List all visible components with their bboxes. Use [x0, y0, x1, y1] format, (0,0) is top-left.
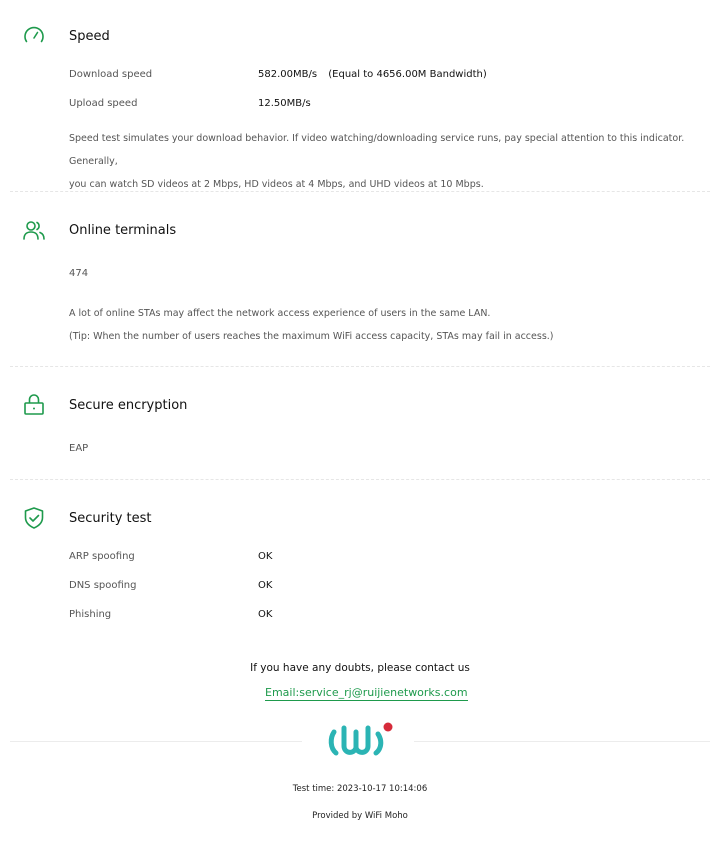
- download-speed-value: [258, 69, 487, 80]
- footer-divider-left: [10, 741, 302, 742]
- upload-speed-value: 12.50MB/s: [258, 98, 311, 109]
- speed-description-line2: you can watch SD videos at 2 Mbps, HD videos at 4 Mbps, and UHD videos at 10 Mbps.: [69, 179, 484, 190]
- upload-speed-label: Upload speed: [69, 98, 138, 109]
- terminals-note: [69, 302, 699, 348]
- phishing-label: Phishing: [69, 609, 112, 620]
- download-speed-number: 582.00MB/s: [258, 69, 318, 80]
- users-icon: [22, 218, 46, 242]
- lock-icon: [22, 393, 46, 417]
- wifi-moho-logo: [326, 720, 396, 762]
- shield-check-icon: [22, 506, 46, 530]
- test-time: Test time: 2023-10-17 10:14:06: [292, 784, 428, 794]
- encryption-value: EAP: [69, 443, 89, 454]
- contact-email-link[interactable]: Email:service_rj@ruijienetworks.com: [265, 686, 468, 699]
- security-title: Security test: [69, 511, 152, 526]
- speed-description-line1: Speed test simulates your download behavior. If video watching/downloading service runs, pay special attention to this indicator. Generally,: [69, 133, 685, 167]
- speedometer-icon: [22, 24, 46, 48]
- speed-description: [69, 127, 699, 196]
- terminals-title: Online terminals: [69, 223, 177, 238]
- section-divider: [10, 479, 710, 480]
- terminals-note-line1: A lot of online STAs may affect the network access experience of users in the same LAN.: [69, 308, 491, 319]
- section-divider: [10, 191, 710, 192]
- encryption-title: Secure encryption: [69, 398, 188, 413]
- arp-spoofing-value: OK: [258, 551, 273, 562]
- provided-by: Provided by WiFi Moho: [312, 811, 408, 821]
- speed-title: Speed: [69, 29, 110, 44]
- contact-text: If you have any doubts, please contact us: [250, 662, 470, 674]
- section-divider: [10, 366, 710, 367]
- phishing-value: OK: [258, 609, 273, 620]
- arp-spoofing-label: ARP spoofing: [69, 551, 135, 562]
- terminals-note-line2: (Tip: When the number of users reaches the maximum WiFi access capacity, STAs may fail in access.): [69, 331, 554, 342]
- download-bandwidth-note: (Equal to 4656.00M Bandwidth): [328, 69, 487, 80]
- terminals-count: 474: [69, 268, 89, 279]
- download-speed-label: Download speed: [69, 69, 153, 80]
- footer-divider-right: [414, 741, 710, 742]
- dns-spoofing-label: DNS spoofing: [69, 580, 137, 591]
- dns-spoofing-value: OK: [258, 580, 273, 591]
